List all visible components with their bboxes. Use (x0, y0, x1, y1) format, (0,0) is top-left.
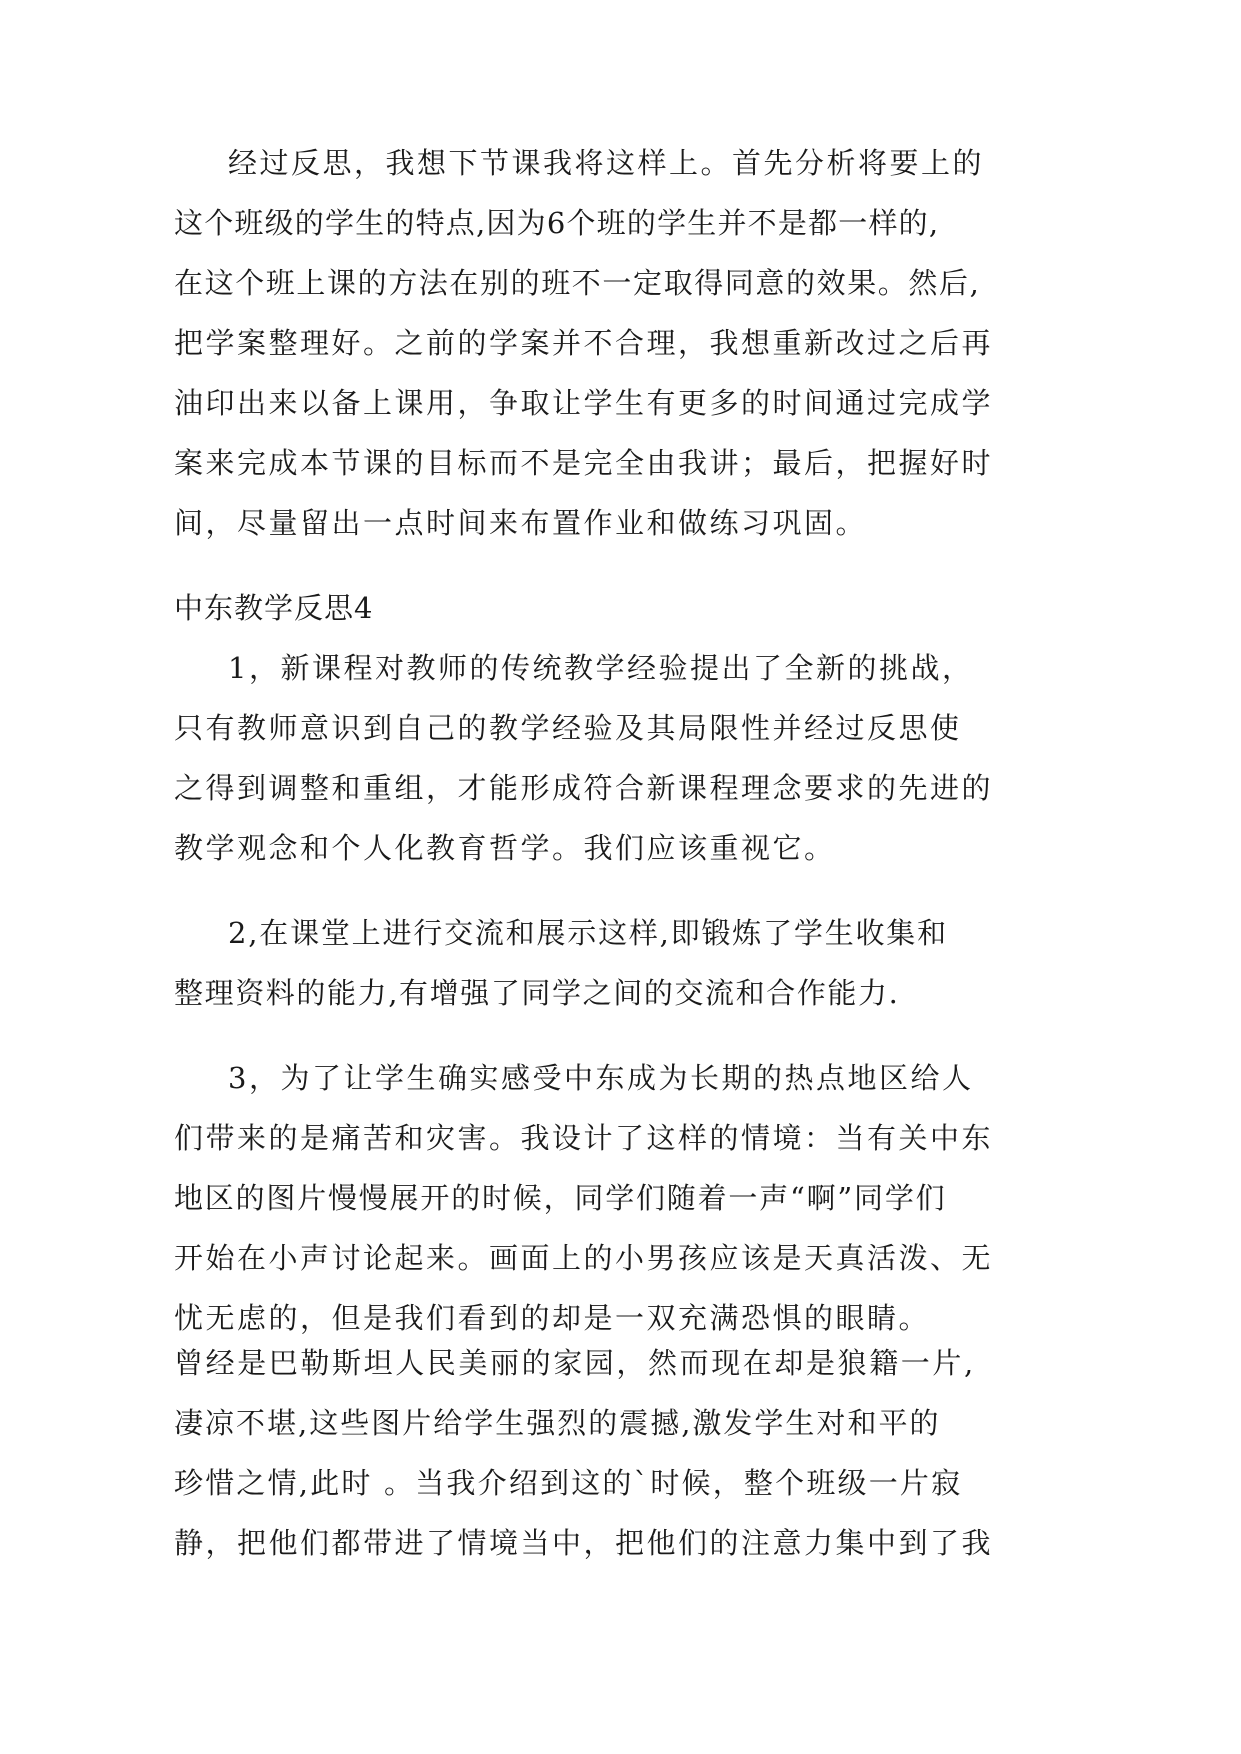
paragraph-line: 整理资料的能力,有增强了同学之间的交流和合作能力. (174, 976, 900, 1010)
section-heading: 中东教学反思4 (174, 591, 374, 625)
paragraph-line: 这个班级的学生的特点,因为6个班的学生并不是都一样的, (174, 206, 940, 240)
paragraph-line: 2,在课堂上进行交流和展示这样,即锻炼了学生收集和 (228, 916, 948, 950)
paragraph-line: 间，尽量留出一点时间来布置作业和做练习巩固。 (174, 506, 868, 540)
paragraph-line: 珍惜之情,此时 。当我介绍到这的`时候，整个班级一片寂 (174, 1466, 963, 1500)
paragraph-line: 经过反思，我想下节课我将这样上。首先分析将要上的 (228, 146, 985, 180)
paragraph-line: 凄凉不堪,这些图片给学生强烈的震撼,激发学生对和平的 (174, 1406, 941, 1440)
paragraph-line: 曾经是巴勒斯坦人民美丽的家园，然而现在却是狼籍一片, (174, 1346, 976, 1380)
paragraph-line: 静，把他们都带进了情境当中，把他们的注意力集中到了我 (174, 1526, 994, 1560)
paragraph-line: 在这个班上课的方法在别的班不一定取得同意的效果。然后, (174, 266, 981, 300)
paragraph-line: 案来完成本节课的目标而不是完全由我讲；最后，把握好时 (174, 446, 994, 480)
paragraph-line: 开始在小声讨论起来。画面上的小男孩应该是天真活泼、无 (174, 1241, 994, 1275)
paragraph-line: 1，新课程对教师的传统教学经验提出了全新的挑战， (228, 651, 974, 685)
paragraph-line: 之得到调整和重组，才能形成符合新课程理念要求的先进的 (174, 771, 994, 805)
paragraph-line: 地区的图片慢慢展开的时候，同学们随着一声“啊”同学们 (174, 1181, 947, 1215)
paragraph-line: 把学案整理好。之前的学案并不合理，我想重新改过之后再 (174, 326, 994, 360)
paragraph-line: 只有教师意识到自己的教学经验及其局限性并经过反思使 (174, 711, 962, 745)
paragraph-line: 教学观念和个人化教育哲学。我们应该重视它。 (174, 831, 836, 865)
paragraph-line: 忧无虑的，但是我们看到的却是一双充满恐惧的眼睛。 (174, 1301, 931, 1335)
paragraph-line: 们带来的是痛苦和灾害。我设计了这样的情境：当有关中东 (174, 1121, 994, 1155)
paragraph-line: 3，为了让学生确实感受中东成为长期的热点地区给人 (228, 1061, 974, 1095)
paragraph-line: 油印出来以备上课用，争取让学生有更多的时间通过完成学 (174, 386, 994, 420)
